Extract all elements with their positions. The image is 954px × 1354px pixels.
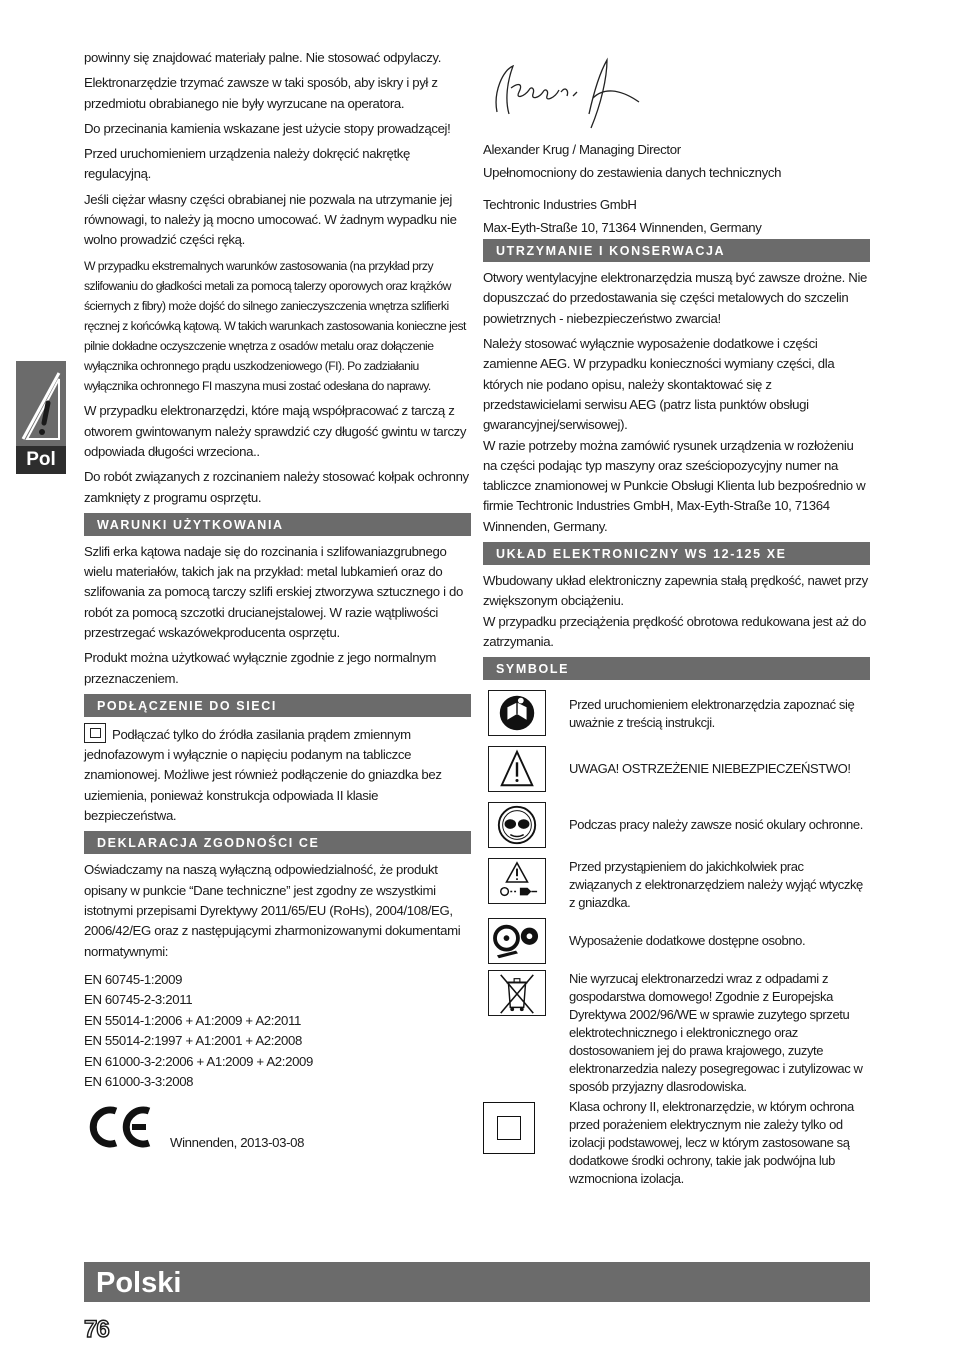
paragraph: W razie potrzeby można zamówić rysunek urządzenia w rozłożeniu na części podając typ maszyny oraz sześciopozycyjny numer na tabliczce znamionowej w Punkcie Obsługi Klienta lub bezpośrednio w firmie Techtronic Industries GmbH, Max-Eyth-Straße 10, 71364 Winnenden, Germany. <box>483 437 866 534</box>
footer-language-bar: Polski <box>84 1262 870 1302</box>
standard-item: EN 60745-1:2009 <box>84 971 183 987</box>
class-ii-icon <box>84 723 106 743</box>
section-heading-symbols: SYMBOLE <box>483 657 870 680</box>
section-heading-ce: DEKLARACJA ZGODNOŚCI CE <box>84 831 471 854</box>
paragraph: W przypadku ekstremalnych warunków zastosowania (na przykład przy szlifowaniu do gładkości metali za pomocą talerzy oporowych oraz krążków ściernych z fibry) może dojść do silnego zanieczyszczenia wnętrza szlifierki ręcznej z końcówką kątową. W takich warunkach zastosowania konieczne jest pilnie dokładne oczyszczenie wnętrza z osadów metalu oraz dołączenie wyłącznika ochronnego prądu uszkodzeniowego (FI). Po zadziałaniu wyłącznika ochronnego FI maszyna musi zostać odesłana do naprawy. <box>84 258 466 394</box>
page-number: 76 <box>84 1316 109 1343</box>
symbol-text: Klasa ochrony II, elektronarzędzie, w którym ochrona przed porażeniem elektrycznym nie zależy tylko od izolacji podstawowej, lecz w którym zastosowane są dodatkowe środki ochrony, takie jak podwójna lub wzmocniona izolacja. <box>569 1099 854 1187</box>
place-date: Winnenden, 2013-03-08 <box>170 1134 305 1150</box>
symbol-text: Wyposażenie dodatkowe dostępne osobno. <box>569 933 806 949</box>
authorized: Upełnomocniony do zestawienia danych technicznych <box>483 165 782 181</box>
language-tab <box>16 361 66 474</box>
paragraph: Szlifi erka kątowa nadaje się do rozcinania i szlifowaniazgrubnego wielu materiałów, takich jak na przykład: metal lubkamień oraz do szlifowania za pomocą tarczy szlifi erskiej ztworzywa sztucznego i do robót za pomocą szczotki drucianejstalowej. W razie wątpliwości przestrzegać wskazówekproducenta osprzętu. <box>84 543 463 640</box>
paragraph: Oświadczamy na naszą wyłączną odpowiedzialność, że produkt opisany w punkcie “Dane techniczne” jest zgodny ze wszystkimi istotnymi przepisami Dyrektywy 2011/65/EU (RoHs), 2004/108/EG, 2006/42/EG oraz z następującymi zharmonizowanymi dokumentami normatywnymi: <box>84 862 461 959</box>
paragraph: Przed uruchomieniem urządzenia należy dokręcić nakrętkę regulacyjną. <box>84 146 410 182</box>
warning-triangle-icon <box>488 746 546 792</box>
symbol-row <box>483 1098 870 1190</box>
standard-item: EN 55014-2:1997 + A1:2001 + A2:2008 <box>84 1033 302 1049</box>
ce-mark-icon <box>88 1105 154 1149</box>
accessories-icon <box>488 918 546 964</box>
standards-list <box>84 970 471 1093</box>
symbol-text: Podczas pracy należy zawsze nosić okulary ochronne. <box>569 817 863 833</box>
paragraph: Produkt można użytkować wyłącznie zgodnie z jego normalnym przeznaczeniem. <box>84 650 437 686</box>
symbol-row <box>483 858 870 918</box>
unplug-icon <box>488 858 546 904</box>
symbol-row <box>483 690 870 746</box>
symbol-text: UWAGA! OSTRZEŻENIE NIEBEZPIECZEŃSTWO! <box>569 761 851 777</box>
paragraph: Otwory wentylacyjne elektronarzędzia muszą być zawsze drożne. Nie dopuszczać do przedostawania się części metalowych do szczelin powietrznych - niebezpieczeństwo zwarcia! <box>483 270 868 326</box>
standard-item: EN 55014-1:2006 + A1:2009 + A2:2011 <box>84 1012 302 1028</box>
safety-goggles-icon <box>488 802 546 848</box>
paragraph: W przypadku przeciążenia prędkość obrotowa redukowana jest aż do zatrzymania. <box>483 613 866 649</box>
warning-icon <box>19 365 63 445</box>
paragraph: powinny się znajdować materiały palne. Nie stosować odpylaczy. <box>84 50 442 65</box>
company: Techtronic Industries GmbH <box>483 196 637 212</box>
paragraph: Należy stosować wyłącznie wyposażenie dodatkowe i części zamienne AEG. W przypadku konieczności wymiany części, dla których nie podano opisu, należy skontaktować się z przedstawicielami serwisu AEG (patrz lista punktów obsługi gwarancyjnej/serwisowej). <box>483 336 835 433</box>
symbol-row <box>483 746 870 802</box>
section-heading-mains: PODŁĄCZENIE DO SIECI <box>84 694 471 717</box>
class-ii-icon <box>483 1102 535 1154</box>
paragraph: Elektronarzędzie trzymać zawsze w taki sposób, aby iskry i pył z przedmiotu obrabianego nie były wyrzucane na operatora. <box>84 75 438 111</box>
right-column <box>483 48 870 1190</box>
symbol-row <box>483 802 870 858</box>
section-heading-usage: WARUNKI UŻYTKOWANIA <box>84 513 471 536</box>
signature-icon <box>489 52 649 132</box>
standard-item: EN 60745-2-3:2011 <box>84 992 193 1008</box>
paragraph-mains: Podłączać tylko do źródła zasilania prądem zmiennym jednofazowym i wyłącznie o napięciu podanym na tabliczce znamionowej. Możliwe jest również podłączenie do gniazdka bez uziemienia, ponieważ konstrukcja odpowiada II klasie bezpieczeństwa. <box>84 723 471 826</box>
signature <box>485 48 870 140</box>
paragraph: Jeśli ciężar własny części obrabianej nie pozwala na utrzymanie jej równowagi, to należy ją mocno umocować. W żadnym wypadku nie wolno prowadzić części ręką. <box>84 191 457 248</box>
paragraph: Wbudowany układ elektroniczny zapewnia stałą prędkość, nawet przy zwiększonym obciążeniu. <box>483 573 868 609</box>
standard-item: EN 61000-3-3:2008 <box>84 1074 194 1090</box>
symbol-text: Przed uruchomieniem elektronarzędzia zapoznać się uważnie z treścią instrukcji. <box>569 697 855 731</box>
section-heading-maintenance: UTRZYMANIE I KONSERWACJA <box>483 239 870 262</box>
standard-item: EN 61000-3-2:2006 + A1:2009 + A2:2009 <box>84 1053 314 1069</box>
weee-bin-icon <box>488 970 546 1016</box>
symbol-text: Przed przystąpieniem do jakichkolwiek prac związanych z elektronarzędziem należy wyjąć wtyczkę z gniazdka. <box>569 859 863 911</box>
paragraph: W przypadku elektronarzędzi, które mają współpracować z tarczą z otworem gwintowanym należy sprawdzić czy długość gwintu w tarczy odpowiada długości wrzeciona.. <box>84 403 467 459</box>
section-heading-electronics: UKŁAD ELEKTRONICZNY WS 12-125 XE <box>483 542 870 565</box>
left-column <box>84 48 471 1163</box>
ce-row <box>84 1105 471 1163</box>
read-manual-icon <box>488 690 546 736</box>
paragraph: Do przecinania kamienia wskazane jest użycie stopy prowadzącej! <box>84 120 451 136</box>
symbol-row <box>483 918 870 970</box>
language-code: Pol <box>16 446 66 474</box>
symbol-row <box>483 970 870 1102</box>
signer: Alexander Krug / Managing Director <box>483 142 681 157</box>
symbol-text: Nie wyrzucaj elektronarzedzi wraz z odpadami z gospodarstwa domowego! Zgodnie z Europejska Dyrektywa 2002/96/WE w sprawie zuzytego sprzetu elektrotechnicznego i elektronicznego oraz dostosowaniem jej do prawa krajowego, zuzyte elektronarzedzia nalezy posegregowac i zutylizowac w sposób przyjazny dlasrodowiska. <box>569 971 863 1095</box>
paragraph: Do robót związanych z rozcinaniem należy stosować kołpak ochronny zamknięty z programu osprzętu. <box>84 469 469 505</box>
address: Max-Eyth-Straße 10, 71364 Winnenden, Germany <box>483 219 762 235</box>
